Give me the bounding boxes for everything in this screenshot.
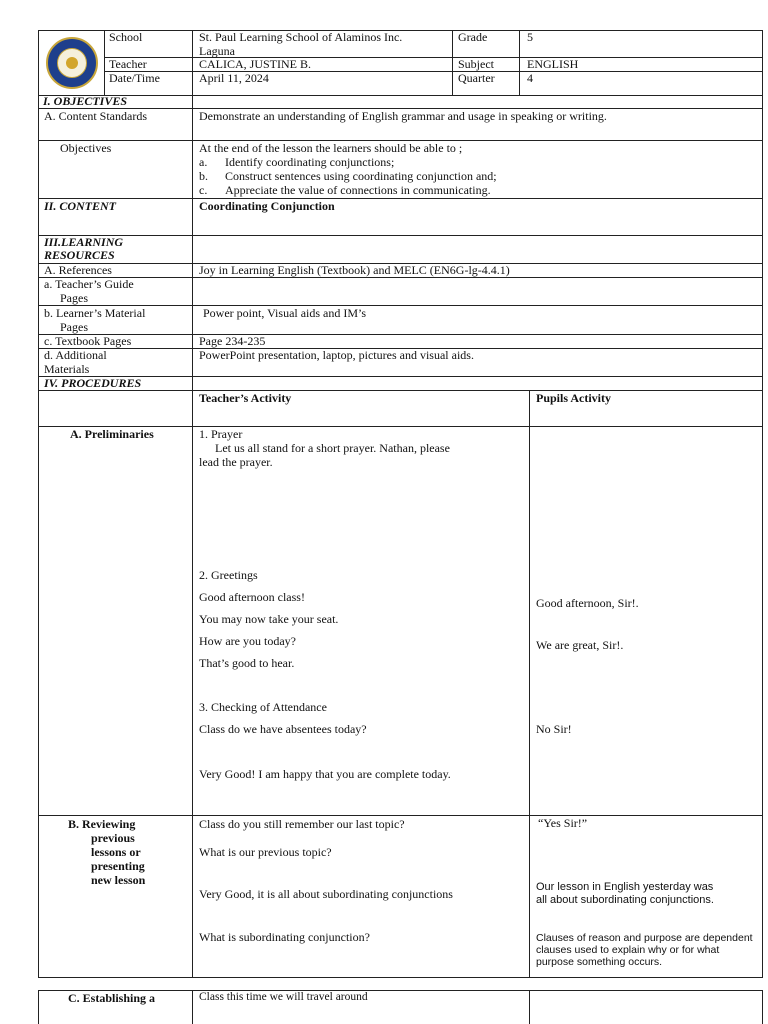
table-border	[38, 198, 763, 199]
learners-material-value: Power point, Visual aids and IM’s	[203, 306, 367, 320]
table-border	[452, 30, 453, 95]
teacher-what-is-sub: What is subordinating conjunction?	[199, 930, 370, 944]
teacher-travel: Class this time we will travel around	[199, 991, 368, 1003]
table-border	[762, 990, 763, 1024]
review-label-2: previous	[91, 831, 135, 845]
content-standards-value: Demonstrate an understanding of English grammar and usage in speaking or writing.	[199, 109, 607, 123]
teacher-how-are-you: How are you today?	[199, 634, 296, 648]
table-border	[38, 977, 763, 978]
table-border	[104, 30, 105, 95]
learners-material-label-1: b. Learner’s Material	[44, 306, 146, 320]
resources-heading-2: RESOURCES	[44, 248, 115, 262]
teacher-previous-topic: What is our previous topic?	[199, 845, 332, 859]
grade-label: Grade	[458, 30, 488, 44]
additional-materials-label-2: Materials	[44, 362, 90, 376]
textbook-pages-value: Page 234-235	[199, 334, 266, 348]
teachers-guide-label-1: a. Teacher’s Guide	[44, 277, 134, 291]
references-value: Joy in Learning English (Textbook) and MELC (EN6G-lg-4.4.1)	[199, 263, 510, 277]
school-value: St. Paul Learning School of Alaminos Inc.	[199, 30, 403, 44]
objective-letter-c: c.	[199, 183, 208, 197]
table-border	[38, 815, 763, 816]
objectives-heading: I. OBJECTIVES	[43, 94, 128, 108]
preliminaries-label: A. Preliminaries	[70, 427, 154, 441]
teacher-remember: Class do you still remember our last topic?	[199, 817, 405, 831]
quarter-value: 4	[527, 71, 533, 85]
teacher-label: Teacher	[109, 57, 147, 71]
greetings-title: 2. Greetings	[199, 568, 258, 582]
learners-material-label-2: Pages	[60, 320, 88, 334]
objectives-label: Objectives	[60, 141, 112, 155]
date-label: Date/Time	[109, 71, 160, 85]
review-label-3: lessons or	[91, 845, 141, 859]
teacher-activity-header: Teacher’s Activity	[199, 391, 292, 405]
content-heading: II. CONTENT	[44, 199, 117, 213]
additional-materials-label-1: d. Additional	[44, 348, 107, 362]
date-value: April 11, 2024	[199, 71, 269, 85]
table-border	[519, 30, 520, 95]
subject-label: Subject	[458, 57, 494, 71]
pupil-no-sir: No Sir!	[536, 722, 572, 736]
table-border	[529, 390, 530, 978]
teacher-absentees: Class do we have absentees today?	[199, 722, 367, 736]
table-border	[38, 95, 763, 96]
prayer-line-1: Let us all stand for a short prayer. Nathan, please	[215, 441, 450, 455]
review-label-1: B. Reviewing	[68, 817, 136, 831]
objective-text-b: Construct sentences using coordinating conjunction and;	[225, 169, 497, 183]
attendance-title: 3. Checking of Attendance	[199, 700, 327, 714]
pupil-great: We are great, Sir!.	[536, 638, 624, 652]
teachers-guide-label-2: Pages	[60, 291, 88, 305]
review-label-4: presenting	[91, 859, 145, 873]
school-value-line2: Laguna	[199, 44, 235, 58]
establishing-label: C. Establishing a	[68, 991, 156, 1005]
table-border	[38, 305, 763, 306]
pupil-yes-sir: “Yes Sir!”	[538, 816, 588, 830]
quarter-label: Quarter	[458, 71, 495, 85]
pupil-lesson-yesterday: Our lesson in English yesterday was all about subordinating conjunctions.	[536, 881, 714, 906]
table-border	[38, 376, 763, 377]
additional-materials-value: PowerPoint presentation, laptop, pictures and visual aids.	[199, 348, 474, 362]
school-logo	[46, 37, 98, 89]
pupil-clauses: Clauses of reason and purpose are dependent clauses used to explain why or for what purpose something occurs.	[536, 932, 753, 968]
subject-value: ENGLISH	[527, 57, 579, 71]
table-border	[762, 30, 763, 978]
teacher-value: CALICA, JUSTINE B.	[199, 57, 312, 71]
table-border	[38, 990, 39, 1024]
procedures-heading: IV. PROCEDURES	[44, 376, 142, 390]
teacher-complete: Very Good! I am happy that you are complete today.	[199, 767, 451, 781]
objective-letter-b: b.	[199, 169, 208, 183]
objective-text-c: Appreciate the value of connections in communicating.	[225, 183, 491, 197]
objective-text-a: Identify coordinating conjunctions;	[225, 155, 395, 169]
review-label-5: new lesson	[91, 873, 146, 887]
table-border	[38, 334, 763, 335]
textbook-pages-label: c. Textbook Pages	[44, 334, 132, 348]
pupil-good-afternoon: Good afternoon, Sir!.	[536, 596, 639, 610]
table-border	[38, 390, 763, 391]
table-border	[529, 990, 530, 1024]
teacher-very-good-sub: Very Good, it is all about subordinating conjunctions	[199, 887, 453, 901]
table-border	[192, 30, 193, 978]
teacher-good-to-hear: That’s good to hear.	[199, 656, 295, 670]
resources-heading-1: III.LEARNING	[44, 235, 124, 249]
objective-letter-a: a.	[199, 155, 208, 169]
objectives-intro: At the end of the lesson the learners should be able to ;	[199, 141, 463, 155]
content-standards-label: A. Content Standards	[44, 109, 147, 123]
grade-value: 5	[527, 30, 533, 44]
content-value: Coordinating Conjunction	[199, 199, 335, 213]
table-border	[38, 30, 39, 978]
table-border	[192, 990, 193, 1024]
teacher-take-seat: You may now take your seat.	[199, 612, 339, 626]
teacher-good-afternoon: Good afternoon class!	[199, 590, 305, 604]
school-label: School	[109, 30, 143, 44]
table-border	[38, 235, 763, 236]
prayer-title: 1. Prayer	[199, 427, 243, 441]
table-border	[38, 277, 763, 278]
references-label: A. References	[44, 263, 112, 277]
pupils-activity-header: Pupils Activity	[536, 391, 612, 405]
prayer-line-2: lead the prayer.	[199, 455, 273, 469]
